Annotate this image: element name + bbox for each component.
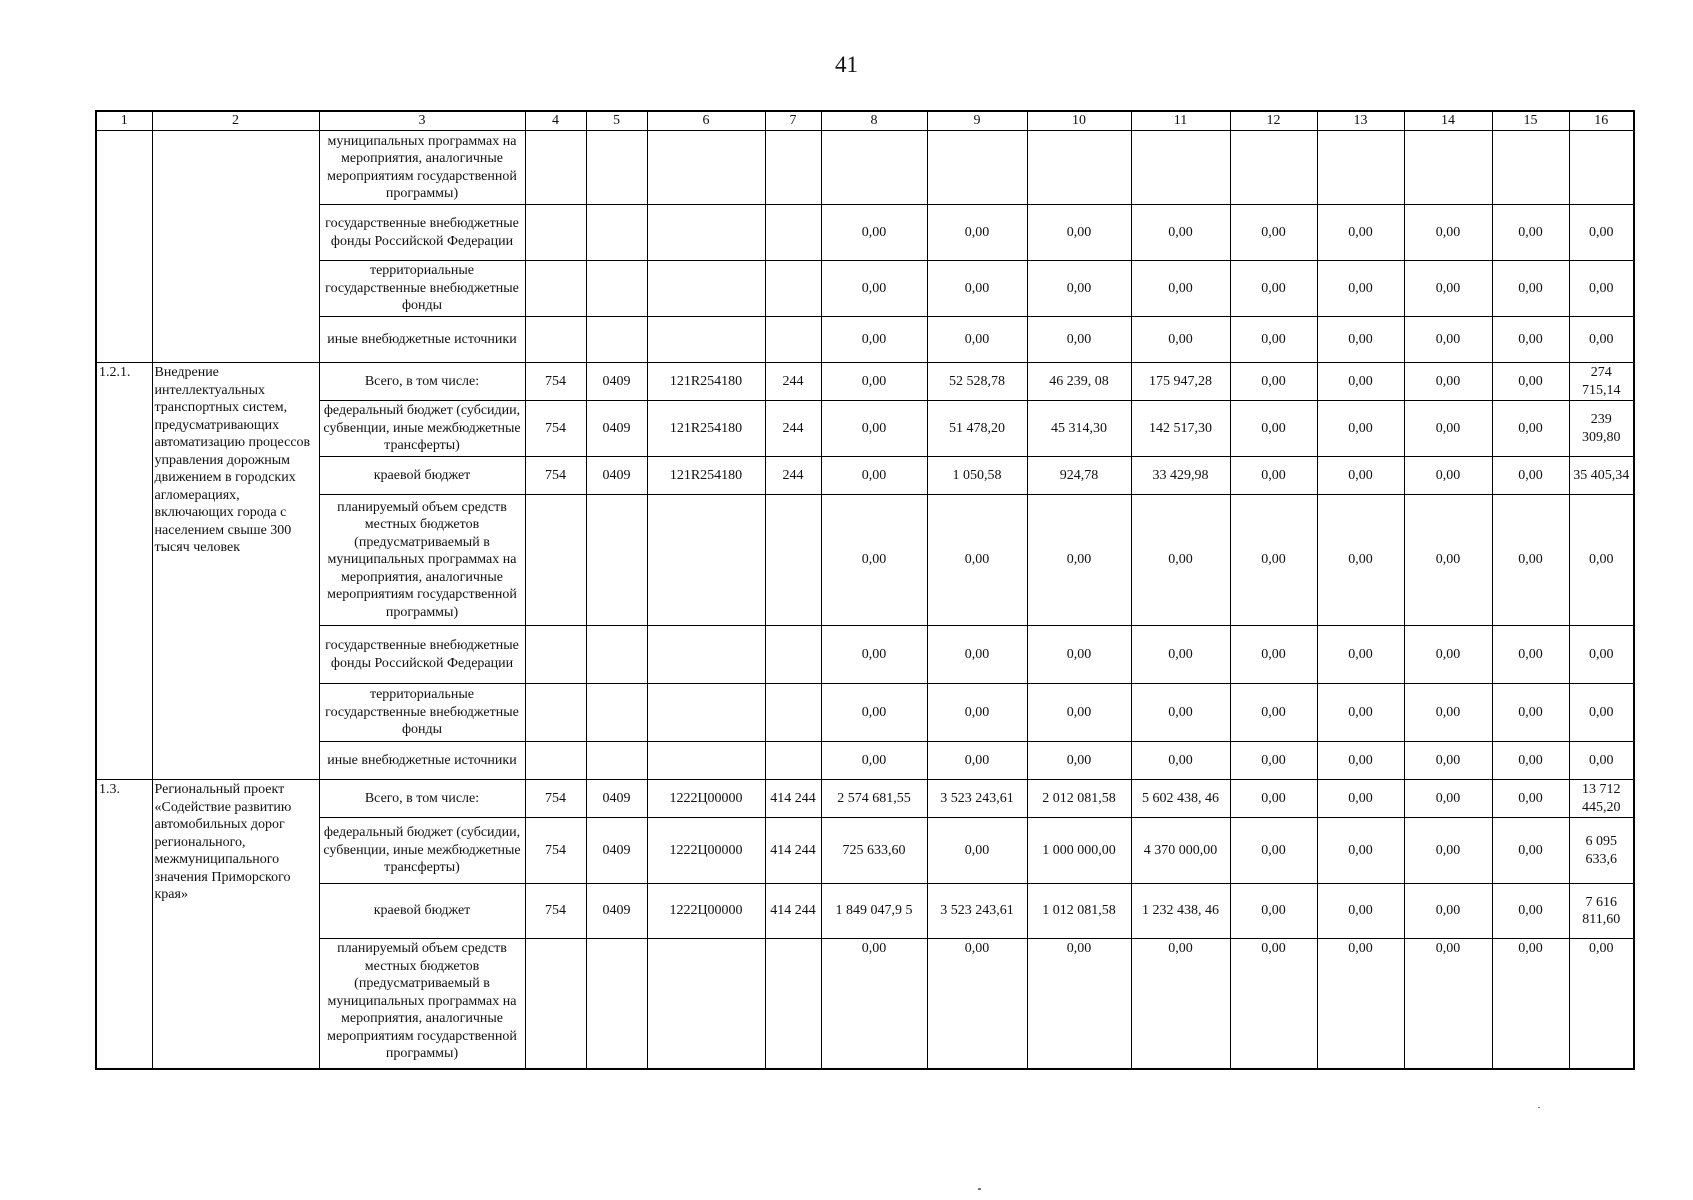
amount-cell: 0,00 bbox=[1317, 457, 1404, 495]
target-article-code: 121R254180 bbox=[647, 457, 765, 495]
ministry-code bbox=[525, 939, 586, 1069]
section-code: 0409 bbox=[586, 401, 647, 457]
amount-cell: 1 000 000,00 bbox=[1027, 818, 1131, 884]
expense-type-code: 244 bbox=[765, 401, 821, 457]
column-header-1: 1 bbox=[96, 111, 152, 131]
target-article-code: 121R254180 bbox=[647, 401, 765, 457]
funding-source: краевой бюджет bbox=[319, 884, 525, 939]
amount-cell: 0,00 bbox=[821, 495, 927, 626]
amount-cell: 0,00 bbox=[1492, 684, 1569, 742]
amount-cell: 1 849 047,9 5 bbox=[821, 884, 927, 939]
amount-cell: 3 523 243,61 bbox=[927, 884, 1027, 939]
amount-cell: 0,00 bbox=[1230, 818, 1317, 884]
ministry-code bbox=[525, 495, 586, 626]
amount-cell: 2 574 681,55 bbox=[821, 780, 927, 818]
amount-cell: 0,00 bbox=[1404, 818, 1492, 884]
ministry-code bbox=[525, 205, 586, 261]
amount-cell: 0,00 bbox=[927, 317, 1027, 363]
column-header-15: 15 bbox=[1492, 111, 1569, 131]
expense-type-code bbox=[765, 261, 821, 317]
column-header-14: 14 bbox=[1404, 111, 1492, 131]
amount-cell: 0,00 bbox=[927, 742, 1027, 780]
table-row bbox=[96, 457, 1634, 495]
amount-cell: 0,00 bbox=[821, 317, 927, 363]
ministry-code bbox=[525, 684, 586, 742]
amount-cell: 0,00 bbox=[1317, 742, 1404, 780]
expense-type-code bbox=[765, 495, 821, 626]
amount-cell bbox=[821, 131, 927, 205]
amount-cell: 0,00 bbox=[1131, 684, 1230, 742]
table-row bbox=[96, 684, 1634, 742]
target-article-code: 1222Ц00000 bbox=[647, 884, 765, 939]
expense-type-code bbox=[765, 684, 821, 742]
amount-cell: 0,00 bbox=[1131, 626, 1230, 684]
amount-cell: 5 602 438, 46 bbox=[1131, 780, 1230, 818]
target-article-code bbox=[647, 261, 765, 317]
amount-cell: 3 523 243,61 bbox=[927, 780, 1027, 818]
target-article-code bbox=[647, 626, 765, 684]
amount-cell: 0,00 bbox=[1569, 939, 1634, 1069]
expense-type-code bbox=[765, 626, 821, 684]
amount-cell: 0,00 bbox=[1230, 401, 1317, 457]
column-header-3: 3 bbox=[319, 111, 525, 131]
table-row bbox=[96, 401, 1634, 457]
amount-cell: 0,00 bbox=[821, 457, 927, 495]
column-header-7: 7 bbox=[765, 111, 821, 131]
amount-cell: 13 712 445,20 bbox=[1569, 780, 1634, 818]
amount-cell: 1 050,58 bbox=[927, 457, 1027, 495]
target-article-code bbox=[647, 939, 765, 1069]
table-row bbox=[96, 131, 1634, 205]
amount-cell: 0,00 bbox=[1230, 939, 1317, 1069]
target-article-code bbox=[647, 742, 765, 780]
table-row bbox=[96, 626, 1634, 684]
amount-cell: 0,00 bbox=[1317, 884, 1404, 939]
expense-type-code: 244 bbox=[765, 457, 821, 495]
column-header-16: 16 bbox=[1569, 111, 1634, 131]
table-row bbox=[96, 363, 1634, 401]
amount-cell: 0,00 bbox=[1492, 818, 1569, 884]
amount-cell: 0,00 bbox=[1230, 363, 1317, 401]
funding-source: государственные внебюджетные фонды Российской Федерации bbox=[319, 626, 525, 684]
amount-cell: 0,00 bbox=[1027, 261, 1131, 317]
funding-source: планируемый объем средств местных бюджетов (предусматриваемый в муниципальных программах на мероприятия, аналогичные мероприятиям государственной программы) bbox=[319, 939, 525, 1069]
amount-cell: 45 314,30 bbox=[1027, 401, 1131, 457]
funding-source: территориальные государственные внебюджетные фонды bbox=[319, 261, 525, 317]
funding-source: территориальные государственные внебюджетные фонды bbox=[319, 684, 525, 742]
ministry-code bbox=[525, 131, 586, 205]
amount-cell: 0,00 bbox=[1404, 780, 1492, 818]
amount-cell: 52 528,78 bbox=[927, 363, 1027, 401]
amount-cell: 0,00 bbox=[1027, 939, 1131, 1069]
amount-cell bbox=[1131, 131, 1230, 205]
target-article-code: 1222Ц00000 bbox=[647, 818, 765, 884]
amount-cell: 924,78 bbox=[1027, 457, 1131, 495]
amount-cell: 35 405,34 bbox=[1569, 457, 1634, 495]
amount-cell: 0,00 bbox=[927, 939, 1027, 1069]
table-row bbox=[96, 780, 1634, 818]
amount-cell: 0,00 bbox=[1230, 684, 1317, 742]
amount-cell: 0,00 bbox=[927, 261, 1027, 317]
column-header-12: 12 bbox=[1230, 111, 1317, 131]
amount-cell: 0,00 bbox=[1317, 363, 1404, 401]
header-row bbox=[96, 111, 1634, 131]
amount-cell: 0,00 bbox=[1230, 261, 1317, 317]
amount-cell bbox=[1492, 131, 1569, 205]
target-article-code bbox=[647, 684, 765, 742]
amount-cell: 0,00 bbox=[1317, 939, 1404, 1069]
amount-cell: 0,00 bbox=[1027, 742, 1131, 780]
section-code bbox=[586, 317, 647, 363]
section-code bbox=[586, 495, 647, 626]
funding-source: иные внебюджетные источники bbox=[319, 742, 525, 780]
table-row bbox=[96, 261, 1634, 317]
amount-cell: 7 616 811,60 bbox=[1569, 884, 1634, 939]
expense-type-code bbox=[765, 742, 821, 780]
amount-cell: 0,00 bbox=[1131, 495, 1230, 626]
ministry-code bbox=[525, 626, 586, 684]
expense-type-code bbox=[765, 205, 821, 261]
amount-cell: 0,00 bbox=[821, 626, 927, 684]
funding-source: федеральный бюджет (субсидии, субвенции, иные межбюджетные трансферты) bbox=[319, 818, 525, 884]
expense-type-code: 414 244 bbox=[765, 884, 821, 939]
amount-cell: 0,00 bbox=[1404, 317, 1492, 363]
amount-cell: 0,00 bbox=[1569, 742, 1634, 780]
funding-source: Всего, в том числе: bbox=[319, 363, 525, 401]
target-article-code: 121R254180 bbox=[647, 363, 765, 401]
section-code bbox=[586, 684, 647, 742]
amount-cell: 0,00 bbox=[1027, 495, 1131, 626]
item-name: Внедрение интеллектуальных транспортных систем, предусматривающих автоматизацию процессов управления дорожным движением в городских агломерациях, включающих города с населением свыше 300 тысяч человек bbox=[152, 363, 319, 780]
amount-cell: 0,00 bbox=[1131, 205, 1230, 261]
amount-cell: 0,00 bbox=[1404, 401, 1492, 457]
column-header-8: 8 bbox=[821, 111, 927, 131]
column-header-5: 5 bbox=[586, 111, 647, 131]
amount-cell: 0,00 bbox=[1317, 205, 1404, 261]
amount-cell: 0,00 bbox=[1492, 780, 1569, 818]
amount-cell: 1 012 081,58 bbox=[1027, 884, 1131, 939]
column-header-13: 13 bbox=[1317, 111, 1404, 131]
expense-type-code: 244 bbox=[765, 363, 821, 401]
expense-type-code bbox=[765, 131, 821, 205]
section-code bbox=[586, 939, 647, 1069]
amount-cell: 0,00 bbox=[1027, 317, 1131, 363]
amount-cell: 239 309,80 bbox=[1569, 401, 1634, 457]
column-header-4: 4 bbox=[525, 111, 586, 131]
amount-cell: 0,00 bbox=[1492, 401, 1569, 457]
amount-cell: 0,00 bbox=[1317, 495, 1404, 626]
amount-cell: 0,00 bbox=[1492, 363, 1569, 401]
section-code: 0409 bbox=[586, 818, 647, 884]
ministry-code: 754 bbox=[525, 401, 586, 457]
amount-cell: 0,00 bbox=[1317, 317, 1404, 363]
amount-cell: 0,00 bbox=[1027, 626, 1131, 684]
amount-cell: 0,00 bbox=[1569, 684, 1634, 742]
amount-cell: 0,00 bbox=[1404, 626, 1492, 684]
table-row bbox=[96, 742, 1634, 780]
section-code bbox=[586, 205, 647, 261]
amount-cell: 0,00 bbox=[1569, 261, 1634, 317]
amount-cell: 0,00 bbox=[1404, 939, 1492, 1069]
item-number: 1.2.1. bbox=[96, 363, 152, 780]
funding-source: федеральный бюджет (субсидии, субвенции, иные межбюджетные трансферты) bbox=[319, 401, 525, 457]
amount-cell: 0,00 bbox=[1404, 457, 1492, 495]
expense-type-code bbox=[765, 317, 821, 363]
amount-cell: 0,00 bbox=[1027, 205, 1131, 261]
amount-cell: 0,00 bbox=[1569, 205, 1634, 261]
amount-cell: 0,00 bbox=[1404, 261, 1492, 317]
amount-cell: 0,00 bbox=[1404, 495, 1492, 626]
amount-cell: 0,00 bbox=[821, 401, 927, 457]
target-article-code bbox=[647, 205, 765, 261]
amount-cell: 0,00 bbox=[821, 742, 927, 780]
ministry-code: 754 bbox=[525, 457, 586, 495]
amount-cell: 2 012 081,58 bbox=[1027, 780, 1131, 818]
amount-cell: 0,00 bbox=[821, 261, 927, 317]
amount-cell: 725 633,60 bbox=[821, 818, 927, 884]
funding-source: муниципальных программах на мероприятия, аналогичные мероприятиям государственной программы) bbox=[319, 131, 525, 205]
amount-cell: 0,00 bbox=[1492, 626, 1569, 684]
amount-cell: 33 429,98 bbox=[1131, 457, 1230, 495]
amount-cell: 0,00 bbox=[1404, 205, 1492, 261]
amount-cell: 0,00 bbox=[1492, 261, 1569, 317]
amount-cell bbox=[1230, 131, 1317, 205]
amount-cell bbox=[927, 131, 1027, 205]
amount-cell: 0,00 bbox=[1230, 495, 1317, 626]
page-number: 41 bbox=[835, 52, 858, 77]
section-code bbox=[586, 131, 647, 205]
amount-cell: 142 517,30 bbox=[1131, 401, 1230, 457]
amount-cell: 0,00 bbox=[821, 939, 927, 1069]
amount-cell: 0,00 bbox=[821, 684, 927, 742]
amount-cell bbox=[1404, 131, 1492, 205]
amount-cell: 0,00 bbox=[1317, 261, 1404, 317]
table-row bbox=[96, 939, 1634, 1069]
amount-cell: 0,00 bbox=[927, 818, 1027, 884]
amount-cell: 0,00 bbox=[1230, 626, 1317, 684]
ministry-code: 754 bbox=[525, 884, 586, 939]
funding-source: краевой бюджет bbox=[319, 457, 525, 495]
column-header-10: 10 bbox=[1027, 111, 1131, 131]
amount-cell: 46 239, 08 bbox=[1027, 363, 1131, 401]
amount-cell: 0,00 bbox=[1492, 205, 1569, 261]
target-article-code bbox=[647, 131, 765, 205]
expense-type-code: 414 244 bbox=[765, 780, 821, 818]
amount-cell: 0,00 bbox=[1492, 884, 1569, 939]
amount-cell: 0,00 bbox=[1404, 684, 1492, 742]
amount-cell: 0,00 bbox=[1131, 261, 1230, 317]
amount-cell: 0,00 bbox=[1317, 780, 1404, 818]
amount-cell: 0,00 bbox=[1492, 495, 1569, 626]
amount-cell: 0,00 bbox=[1230, 457, 1317, 495]
expense-type-code bbox=[765, 939, 821, 1069]
amount-cell: 274 715,14 bbox=[1569, 363, 1634, 401]
amount-cell: 0,00 bbox=[1230, 742, 1317, 780]
column-header-6: 6 bbox=[647, 111, 765, 131]
amount-cell: 0,00 bbox=[927, 626, 1027, 684]
amount-cell: 0,00 bbox=[821, 363, 927, 401]
amount-cell: 0,00 bbox=[1131, 317, 1230, 363]
amount-cell: 0,00 bbox=[1317, 684, 1404, 742]
funding-source: планируемый объем средств местных бюджетов (предусматриваемый в муниципальных программах на мероприятия, аналогичные мероприятиям государственной программы) bbox=[319, 495, 525, 626]
amount-cell: 0,00 bbox=[1230, 884, 1317, 939]
amount-cell: 0,00 bbox=[1317, 818, 1404, 884]
target-article-code bbox=[647, 317, 765, 363]
scan-artifact bbox=[1538, 1107, 1540, 1108]
item-number: 1.3. bbox=[96, 780, 152, 1069]
amount-cell: 0,00 bbox=[1317, 401, 1404, 457]
amount-cell: 1 232 438, 46 bbox=[1131, 884, 1230, 939]
amount-cell: 0,00 bbox=[1317, 626, 1404, 684]
amount-cell: 0,00 bbox=[927, 684, 1027, 742]
amount-cell: 0,00 bbox=[1492, 317, 1569, 363]
ministry-code bbox=[525, 742, 586, 780]
table-row bbox=[96, 205, 1634, 261]
amount-cell: 0,00 bbox=[1131, 742, 1230, 780]
amount-cell: 175 947,28 bbox=[1131, 363, 1230, 401]
ministry-code bbox=[525, 261, 586, 317]
section-code: 0409 bbox=[586, 363, 647, 401]
amount-cell: 0,00 bbox=[821, 205, 927, 261]
target-article-code: 1222Ц00000 bbox=[647, 780, 765, 818]
section-code: 0409 bbox=[586, 884, 647, 939]
section-code: 0409 bbox=[586, 780, 647, 818]
amount-cell: 6 095 633,6 bbox=[1569, 818, 1634, 884]
column-header-9: 9 bbox=[927, 111, 1027, 131]
expense-type-code: 414 244 bbox=[765, 818, 821, 884]
ministry-code: 754 bbox=[525, 818, 586, 884]
budget-table bbox=[95, 110, 1635, 1070]
amount-cell: 0,00 bbox=[1404, 363, 1492, 401]
amount-cell: 0,00 bbox=[1492, 457, 1569, 495]
funding-source: государственные внебюджетные фонды Российской Федерации bbox=[319, 205, 525, 261]
amount-cell: 0,00 bbox=[927, 205, 1027, 261]
ministry-code bbox=[525, 317, 586, 363]
amount-cell bbox=[1569, 131, 1634, 205]
funding-source: Всего, в том числе: bbox=[319, 780, 525, 818]
amount-cell: 0,00 bbox=[1131, 939, 1230, 1069]
funding-source: иные внебюджетные источники bbox=[319, 317, 525, 363]
table-row bbox=[96, 495, 1634, 626]
amount-cell: 0,00 bbox=[1569, 626, 1634, 684]
amount-cell: 0,00 bbox=[1569, 317, 1634, 363]
table-row bbox=[96, 818, 1634, 884]
column-header-11: 11 bbox=[1131, 111, 1230, 131]
item-number bbox=[96, 131, 152, 363]
ministry-code: 754 bbox=[525, 363, 586, 401]
amount-cell: 0,00 bbox=[1404, 742, 1492, 780]
item-name bbox=[152, 131, 319, 363]
table-row bbox=[96, 317, 1634, 363]
amount-cell bbox=[1317, 131, 1404, 205]
table-row bbox=[96, 884, 1634, 939]
column-header-2: 2 bbox=[152, 111, 319, 131]
scan-artifact bbox=[978, 1188, 981, 1190]
amount-cell: 0,00 bbox=[1027, 684, 1131, 742]
amount-cell: 0,00 bbox=[1404, 884, 1492, 939]
amount-cell: 0,00 bbox=[1492, 742, 1569, 780]
section-code bbox=[586, 626, 647, 684]
amount-cell: 0,00 bbox=[927, 495, 1027, 626]
ministry-code: 754 bbox=[525, 780, 586, 818]
amount-cell bbox=[1027, 131, 1131, 205]
amount-cell: 0,00 bbox=[1230, 205, 1317, 261]
amount-cell: 51 478,20 bbox=[927, 401, 1027, 457]
section-code: 0409 bbox=[586, 457, 647, 495]
amount-cell: 4 370 000,00 bbox=[1131, 818, 1230, 884]
amount-cell: 0,00 bbox=[1569, 495, 1634, 626]
amount-cell: 0,00 bbox=[1492, 939, 1569, 1069]
section-code bbox=[586, 742, 647, 780]
item-name: Региональный проект «Содействие развитию автомобильных дорог регионального, межмуниципального значения Приморского края» bbox=[152, 780, 319, 1069]
amount-cell: 0,00 bbox=[1230, 780, 1317, 818]
amount-cell: 0,00 bbox=[1230, 317, 1317, 363]
section-code bbox=[586, 261, 647, 317]
target-article-code bbox=[647, 495, 765, 626]
